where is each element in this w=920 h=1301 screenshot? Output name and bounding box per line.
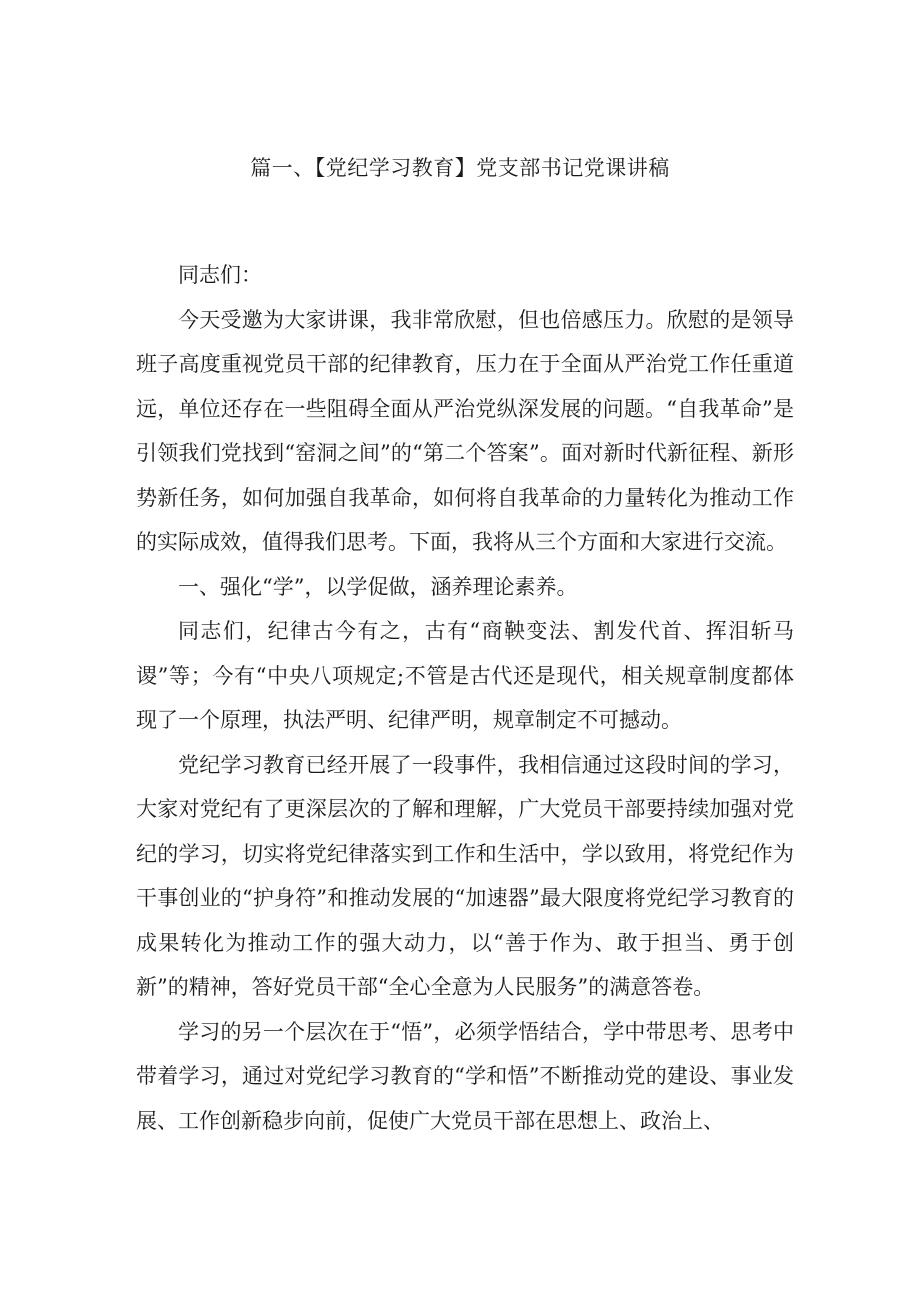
document-body [136, 253, 794, 1143]
salutation-paragraph: 同志们： [178, 263, 262, 287]
document-title: 篇一、【党纪学习教育】党支部书记党课讲稿 [250, 156, 670, 180]
intro-paragraph: 今天受邀为大家讲课，我非常欣慰，但也倍感压力。欣慰的是领导班子高度重视党员干部的纪律教育，压力在于全面从严治党工作任重道远，单位还存在一些阻碍全面从严治党纵深发展的问题。“自我革命”是引领我们党找到“窑洞之间”的“第二个答案”。面对新时代新征程、新形势新任务，如何加强自我革命，如何将自我革命的力量转化为推动工作的实际成效，值得我们思考。下面，我将从三个方面和大家进行交流。 [136, 307, 794, 554]
body-paragraph: 学习的另一个层次在于“悟”，必须学悟结合，学中带思考、思考中带着学习，通过对党纪学习教育的“学和悟”不断推动党的建设、事业发展、工作创新稳步向前，促使广大党员干部在思想上、政治上、 [136, 1019, 794, 1133]
body-paragraph: 同志们，纪律古今有之，古有“商鞅变法、割发代首、挥泪斩马谡”等；今有“中央八项规定;不管是古代还是现代，相关规章制度都体现了一个原理，执法严明、纪律严明，规章制定不可撼动。 [136, 619, 794, 732]
body-paragraph: 党纪学习教育已经开展了一段事件，我相信通过这段时间的学习，大家对党纪有了更深层次的了解和理解，广大党员干部要持续加强对党纪的学习，切实将党纪律落实到工作和生活中，学以致用，将党纪作为干事创业的“护身符”和推动发展的“加速器”最大限度将党纪学习教育的成果转化为推动工作的强大动力，以“善于作为、敢于担当、勇于创新”的精神，答好党员干部“全心全意为人民服务”的满意答卷。 [136, 752, 794, 999]
section-heading-1: 一、强化“学”，以学促做，涵养理论素养。 [178, 574, 578, 599]
